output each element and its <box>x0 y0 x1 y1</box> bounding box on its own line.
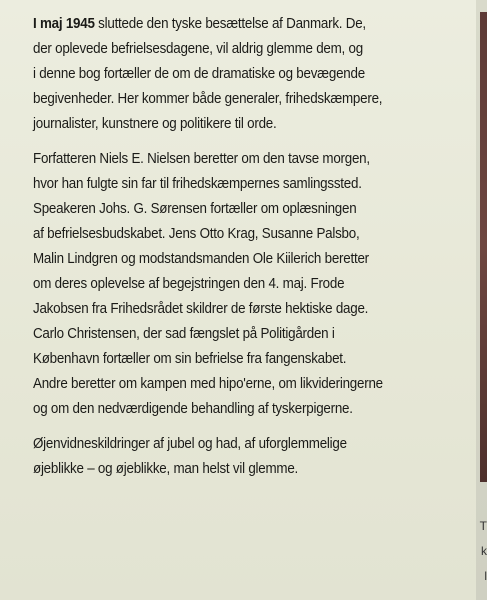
text-line: hvor han fulgte sin far til frihedskæmpernes samlingssted. <box>33 176 362 192</box>
text-line: Forfatteren Niels E. Nielsen beretter om den tavse morgen, <box>33 151 370 167</box>
text-line: af befrielsesbudskabet. Jens Otto Krag, Susanne Palsbo, <box>33 226 360 242</box>
text-line: øjeblikke – og øjeblikke, man helst vil glemme. <box>33 461 299 477</box>
text-line: København fortæller om sin befrielse fra fangenskabet. <box>33 351 347 367</box>
text-line: journalister, kunstnere og politikere til orde. <box>33 116 277 132</box>
adjacent-cover-image-edge <box>480 12 487 482</box>
text-line: Andre beretter om kampen med hipo'erne, om likvideringerne <box>33 376 383 392</box>
paragraph-3 <box>33 432 453 482</box>
blurb-text <box>33 12 453 482</box>
paragraph-1 <box>33 12 453 137</box>
paragraph-2 <box>33 147 453 422</box>
text-line: om deres oplevelse af begejstringen den 4. maj. Frode <box>33 276 345 292</box>
text-line: Malin Lindgren og modstandsmanden Ole Kiilerich beretter <box>33 251 369 267</box>
text-line: og om den nedværdigende behandling af tyskerpigerne. <box>33 401 353 417</box>
text-line: begivenheder. Her kommer både generaler, frihedskæmpere, <box>33 91 383 107</box>
text-line: I maj 1945 sluttede den tyske besættelse af Danmark. De, <box>33 16 366 32</box>
adjacent-page-edge <box>476 0 487 600</box>
text-line: der oplevede befrielsesdagene, vil aldrig glemme dem, og <box>33 41 363 57</box>
text-line: Jakobsen fra Frihedsrådet skildrer de første hektiske dage. <box>33 301 369 317</box>
text-line: Speakeren Johs. G. Sørensen fortæller om oplæsningen <box>33 201 357 217</box>
adjacent-text-fragments: T k l <box>479 519 487 583</box>
text-line: Øjenvidneskildringer af jubel og had, af uforglemmelige <box>33 436 347 452</box>
lead-phrase: I maj 1945 <box>33 16 95 32</box>
text-line: i denne bog fortæller de om de dramatiske og bevægende <box>33 66 365 82</box>
text-line: Carlo Christensen, der sad fængslet på Politigården i <box>33 326 335 342</box>
